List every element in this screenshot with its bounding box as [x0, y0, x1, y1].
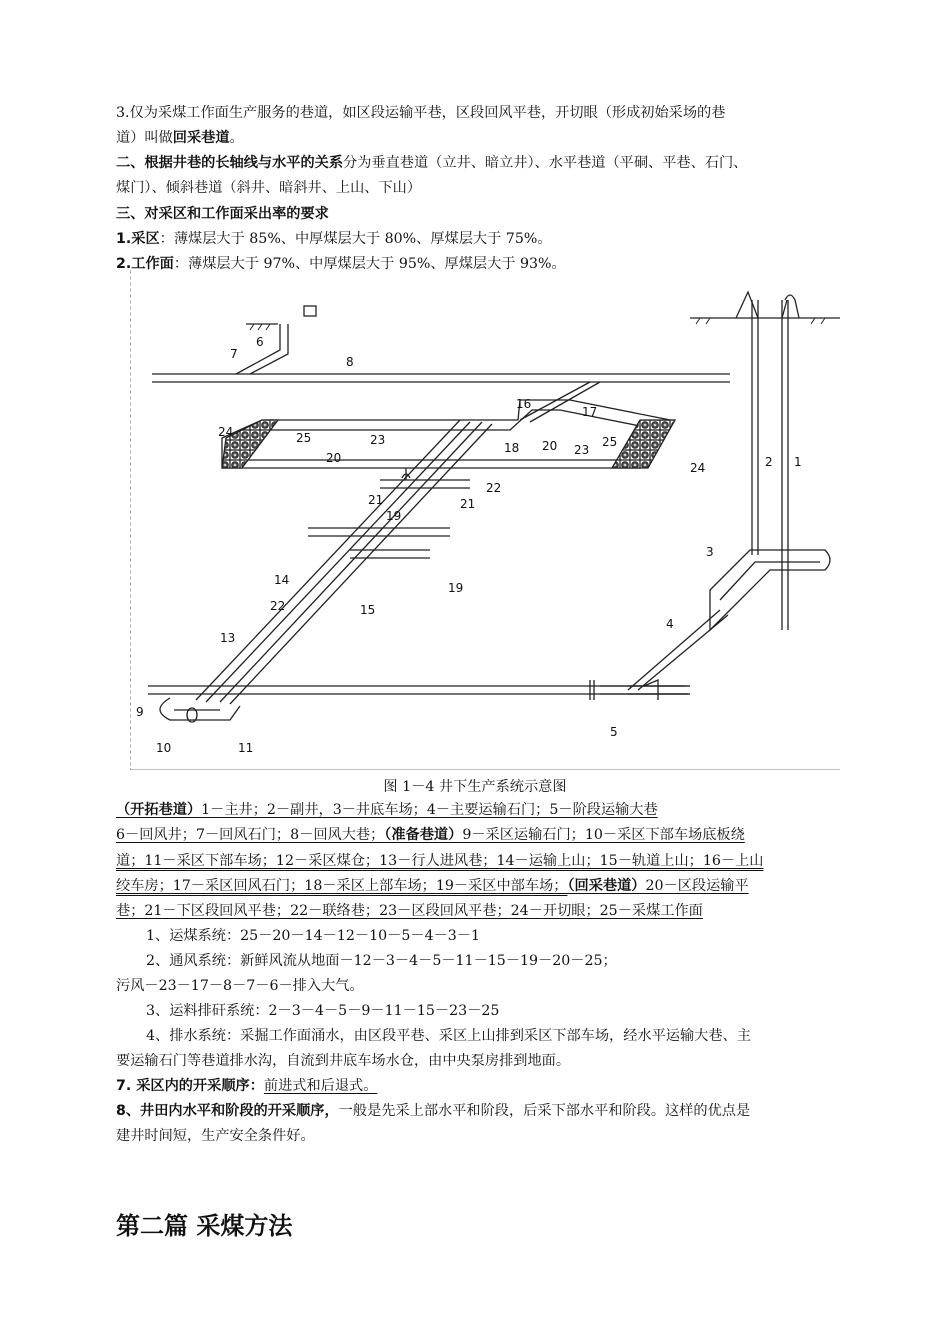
svg-text:22: 22 — [270, 599, 286, 613]
svg-text:18: 18 — [504, 441, 520, 455]
svg-text:23: 23 — [370, 433, 386, 447]
svg-text:8: 8 — [346, 355, 354, 369]
text: ：薄煤层大于 85%、中厚煤层大于 80%、厚煤层大于 75%。 — [159, 231, 552, 247]
svg-text:11: 11 — [238, 741, 254, 755]
svg-text:19: 19 — [448, 581, 464, 595]
text: 一般是先采上部水平和阶段，后采下部水平和阶段。这样的优点是 — [338, 1103, 751, 1119]
svg-text:10: 10 — [156, 741, 172, 755]
svg-text:23: 23 — [574, 443, 590, 457]
text-line — [116, 1101, 750, 1121]
term: 2.工作面 — [116, 256, 174, 272]
text: 分为垂直巷道（立井、暗立井）、水平巷道（平硐、平巷、石门、 — [343, 155, 748, 171]
text-line — [116, 128, 244, 148]
text-line: 要运输石门等巷道排水沟，自流到井底车场水仓，由中央泵房排到地面。 — [116, 1053, 571, 1069]
svg-text:4: 4 — [666, 617, 674, 631]
term: 三、对采区和工作面采出率的要求 — [116, 206, 329, 222]
text-line — [116, 229, 552, 249]
legend-line: 巷；21－下区段回风平巷；22－联络巷；23－区段回风平巷；24－开切眼；25－采煤工作面 — [116, 903, 703, 919]
text-line — [116, 1076, 377, 1096]
svg-text:2: 2 — [765, 455, 773, 469]
text: ：薄煤层大于 97%、中厚煤层大于 95%、厚煤层大于 93%。 — [173, 256, 566, 272]
svg-text:21: 21 — [460, 497, 476, 511]
legend-line — [116, 876, 749, 896]
section-heading — [116, 204, 329, 224]
svg-text:24: 24 — [218, 425, 234, 439]
text: 道）叫做 — [116, 130, 173, 146]
svg-text:6: 6 — [256, 335, 264, 349]
text-line: 2、通风系统：新鲜风流从地面－12－3－4－5－11－15－19－20－25； — [146, 953, 617, 969]
term: 二、根据井巷的长轴线与水平的关系 — [116, 155, 344, 171]
text-line — [116, 153, 747, 173]
text-line: 1、运煤系统：25－20－14－12－10－5－4－3－1 — [146, 928, 481, 944]
svg-text:24: 24 — [690, 461, 706, 475]
legend-line — [116, 800, 658, 820]
term: 1.采区 — [116, 231, 160, 247]
svg-text:7: 7 — [230, 347, 238, 361]
text-line: 建井时间短，生产安全条件好。 — [116, 1128, 315, 1144]
chapter-heading: 第二篇 采煤方法 — [116, 1212, 293, 1240]
svg-text:19: 19 — [386, 509, 402, 523]
text-line: 煤门）、倾斜巷道（斜井、暗斜井、上山、下山） — [116, 180, 422, 196]
text-line: 污风－23－17－8－7－6－排入大气。 — [116, 978, 364, 994]
svg-text:5: 5 — [610, 725, 618, 739]
svg-text:1: 1 — [794, 455, 802, 469]
svg-text:21: 21 — [368, 493, 384, 507]
text: 9－采区运输石门；10－采区下部车场底板绕 — [462, 827, 745, 843]
text: 6－回风井；7－回风石门；8－回风大巷； — [116, 827, 385, 843]
svg-text:22: 22 — [486, 481, 502, 495]
svg-text:3: 3 — [706, 545, 714, 559]
svg-text:20: 20 — [326, 451, 342, 465]
term: 7. 采区内的开采顺序： — [116, 1078, 264, 1094]
text: 20－区段运输平 — [645, 878, 749, 894]
svg-text:9: 9 — [136, 705, 144, 719]
legend-line: 道；11－采区下部车场；12－采区煤仓；13－行人进风巷；14－运输上山；15－轨道上山；16－上山 — [116, 853, 764, 869]
term: （准备巷道） — [384, 827, 463, 843]
legend-line — [116, 825, 745, 845]
svg-text:16: 16 — [516, 397, 532, 411]
figure-caption: 图 1－4 井下生产系统示意图 — [383, 779, 567, 795]
text — [116, 802, 658, 818]
text-line: 4、排水系统：采掘工作面涌水，由区段平巷、采区上山排到采区下部车场，经水平运输大巷、主 — [146, 1028, 751, 1044]
svg-text:13: 13 — [220, 631, 236, 645]
term: 8、井田内水平和阶段的开采顺序， — [116, 1103, 339, 1119]
text-line: 3、运料排矸系统：2－3－4－5－9－11－15－23－25 — [146, 1003, 500, 1019]
svg-text:20: 20 — [542, 439, 558, 453]
text: 1－主井；2－副井，3－井底车场；4－主要运输石门；5－阶段运输大巷 — [201, 802, 658, 818]
text: 绞车房；17－采区回风石门；18－采区上部车场；19－采区中部车场； — [116, 878, 568, 894]
text-line: 3.仅为采煤工作面生产服务的巷道，如区段运输平巷，区段回风平巷，开切眼（形成初始采场的巷 — [116, 105, 726, 121]
term: （开拓巷道） — [116, 802, 202, 818]
text — [116, 827, 745, 843]
text: 前进式和后退式。 — [263, 1078, 378, 1094]
svg-text:25: 25 — [296, 431, 312, 445]
text — [567, 878, 748, 894]
mine-system-diagram — [130, 270, 840, 770]
text: 。 — [229, 130, 244, 146]
svg-text:25: 25 — [602, 435, 618, 449]
svg-text:14: 14 — [274, 573, 290, 587]
svg-text:15: 15 — [360, 603, 376, 617]
term: 回采巷道 — [172, 130, 230, 146]
term: （回采巷道） — [567, 878, 646, 894]
svg-text:17: 17 — [582, 405, 598, 419]
